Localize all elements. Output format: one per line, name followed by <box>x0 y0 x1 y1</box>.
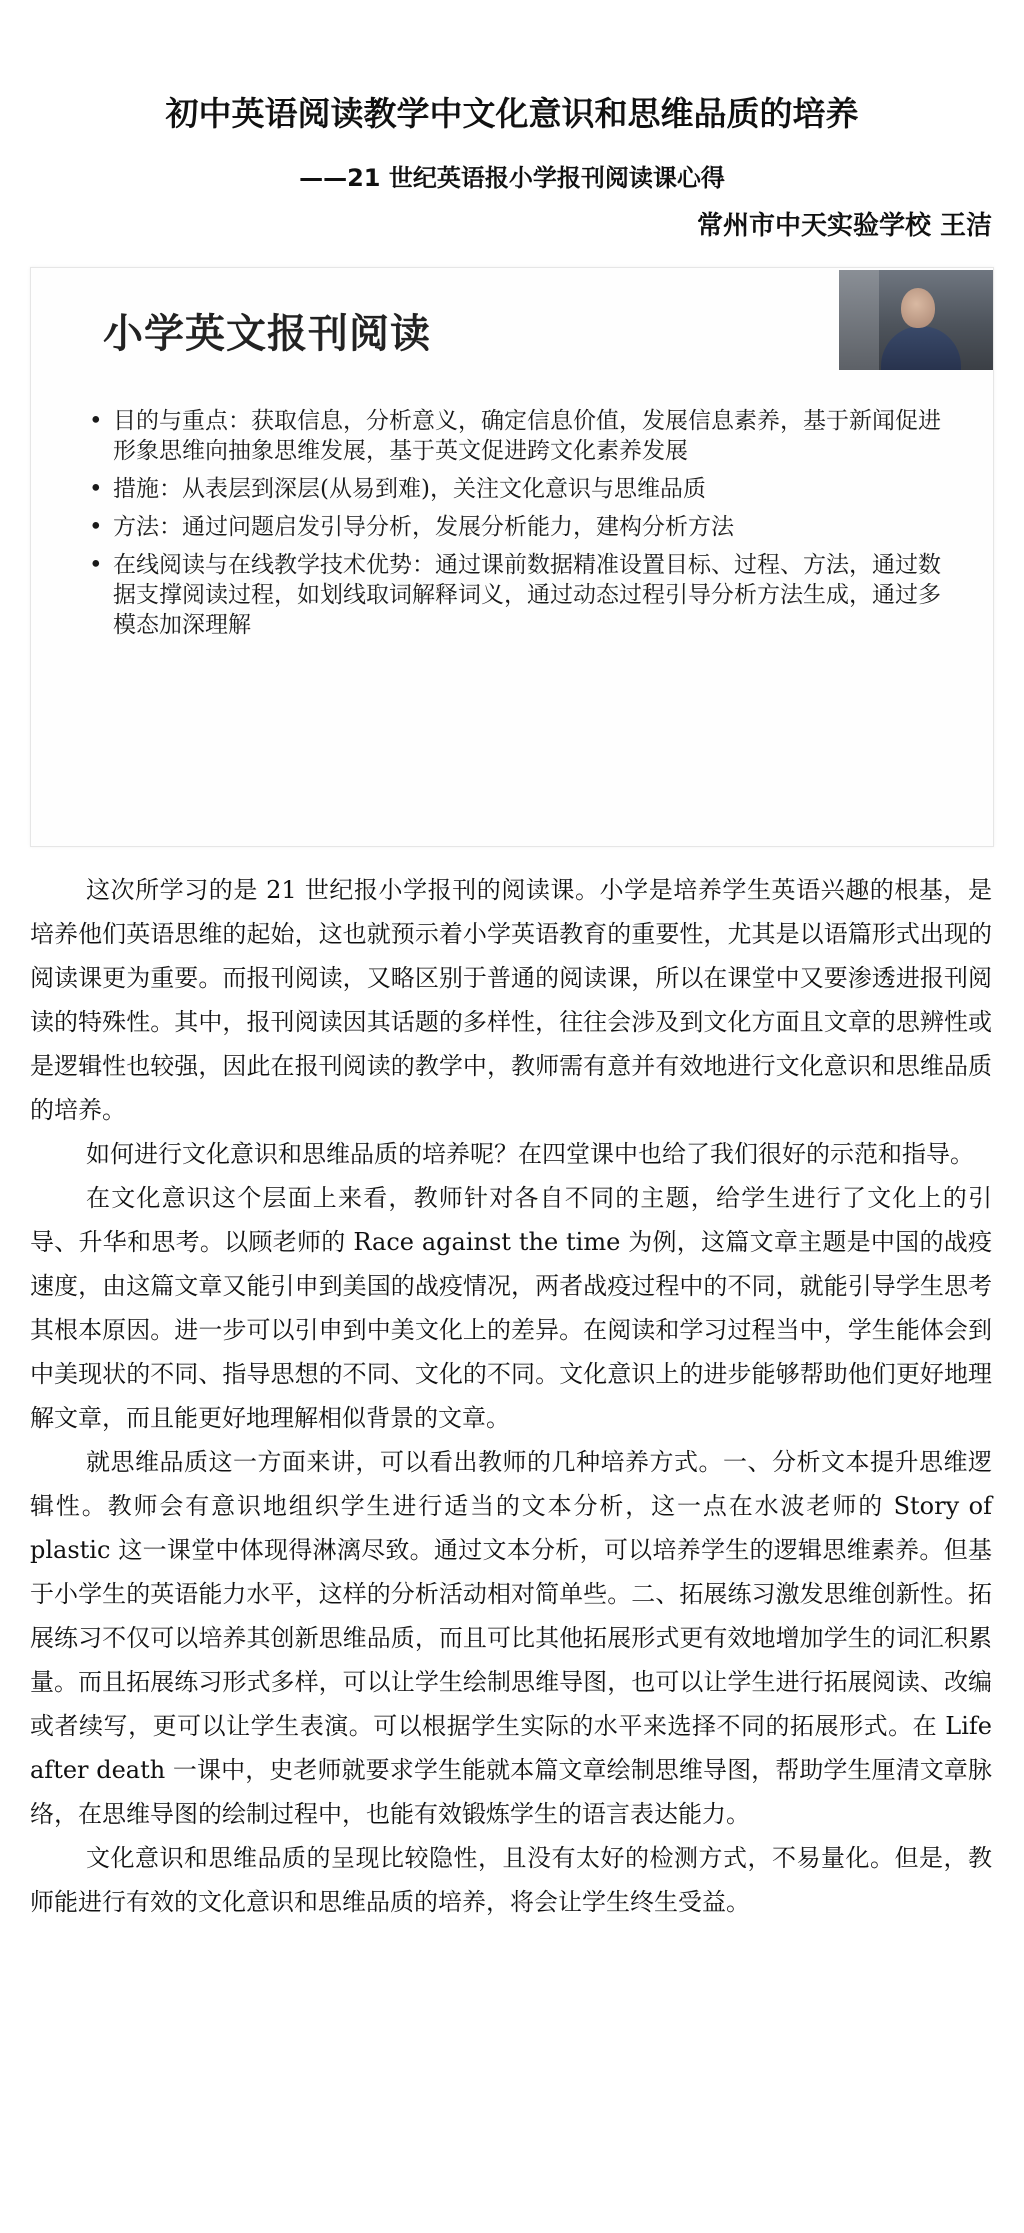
body-paragraph: 这次所学习的是 21 世纪报小学报刊的阅读课。小学是培养学生英语兴趣的根基，是培养他们英语思维的起始，这也就预示着小学英语教育的重要性，尤其是以语篇形式出现的阅读课更为重要。而报刊阅读，又略区别于普通的阅读课，所以在课堂中又要渗透进报刊阅读的特殊性。其中，报刊阅读因其话题的多样性，往往会涉及到文化方面且文章的思辨性或是逻辑性也较强，因此在报刊阅读的教学中，教师需有意并有效地进行文化意识和思维品质的培养。 <box>30 876 992 1124</box>
document-title: 初中英语阅读教学中文化意识和思维品质的培养 <box>165 94 859 133</box>
presenter-video-thumbnail <box>839 270 993 370</box>
presenter-head <box>901 288 935 328</box>
article-body <box>30 868 992 1924</box>
bullet-icon: • <box>89 408 103 434</box>
presenter-body <box>881 326 961 370</box>
slide-bullet-text: 在线阅读与在线教学技术优势：通过课前数据精准设置目标、过程、方法，通过数据支撑阅读过程，如划线取词解释词义，通过动态过程引导分析方法生成，通过多模态加深理解 <box>113 552 941 638</box>
slide-bullet-item <box>89 474 949 504</box>
body-paragraph: 文化意识和思维品质的呈现比较隐性，且没有太好的检测方式，不易量化。但是，教师能进行有效的文化意识和思维品质的培养，将会让学生终生受益。 <box>30 1844 992 1916</box>
slide-bullet-text: 目的与重点：获取信息，分析意义，确定信息价值，发展信息素养，基于新闻促进形象思维向抽象思维发展，基于英文促进跨文化素养发展 <box>113 408 941 464</box>
slide-bullet-text: 方法：通过问题启发引导分析，发展分析能力，建构分析方法 <box>113 514 734 540</box>
bullet-icon: • <box>89 476 103 502</box>
body-paragraph: 如何进行文化意识和思维品质的培养呢？在四堂课中也给了我们很好的示范和指导。 <box>86 1140 974 1168</box>
slide-screenshot <box>30 267 994 847</box>
slide-bullet-list <box>89 406 949 648</box>
slide-bullet-item <box>89 550 949 640</box>
video-background <box>839 270 879 370</box>
body-paragraph: 在文化意识这个层面上来看，教师针对各自不同的主题，给学生进行了文化上的引导、升华和思考。以顾老师的 Race against the time 为例，这篇文章主题是中国的战疫速度，由这篇文章又能引申到美国的战疫情况，两者战疫过程中的不同，就能引导学生思考其根本原因。进一步可以引申到中美文化上的差异。在阅读和学习过程当中，学生能体会到中美现状的不同、指导思想的不同、文化的不同。文化意识上的进步能够帮助他们更好地理解文章，而且能更好地理解相似背景的文章。 <box>30 1184 992 1432</box>
body-paragraph: 就思维品质这一方面来讲，可以看出教师的几种培养方式。一、分析文本提升思维逻辑性。教师会有意识地组织学生进行适当的文本分析，这一点在水波老师的 Story of plastic 这一课堂中体现得淋漓尽致。通过文本分析，可以培养学生的逻辑思维素养。但基于小学生的英语能力水平，这样的分析活动相对简单些。二、拓展练习激发思维创新性。拓展练习不仅可以培养其创新思维品质，而且可比其他拓展形式更有效地增加学生的词汇积累量。而且拓展练习形式多样，可以让学生绘制思维导图，也可以让学生进行拓展阅读、改编或者续写，更可以让学生表演。可以根据学生实际的水平来选择不同的拓展形式。在 Life after death 一课中，史老师就要求学生能就本篇文章绘制思维导图，帮助学生厘清文章脉络，在思维导图的绘制过程中，也能有效锻炼学生的语言表达能力。 <box>30 1448 992 1828</box>
slide-bullet-item <box>89 512 949 542</box>
author-line: 常州市中天实验学校 王洁 <box>696 211 992 241</box>
slide-bullet-text: 措施：从表层到深层(从易到难)，关注文化意识与思维品质 <box>113 476 706 502</box>
slide-bullet-item <box>89 406 949 466</box>
slide-title: 小学英文报刊阅读 <box>103 310 431 357</box>
bullet-icon: • <box>89 514 103 540</box>
document-subtitle: ——21 世纪英语报小学报刊阅读课心得 <box>299 164 725 192</box>
bullet-icon: • <box>89 552 103 578</box>
